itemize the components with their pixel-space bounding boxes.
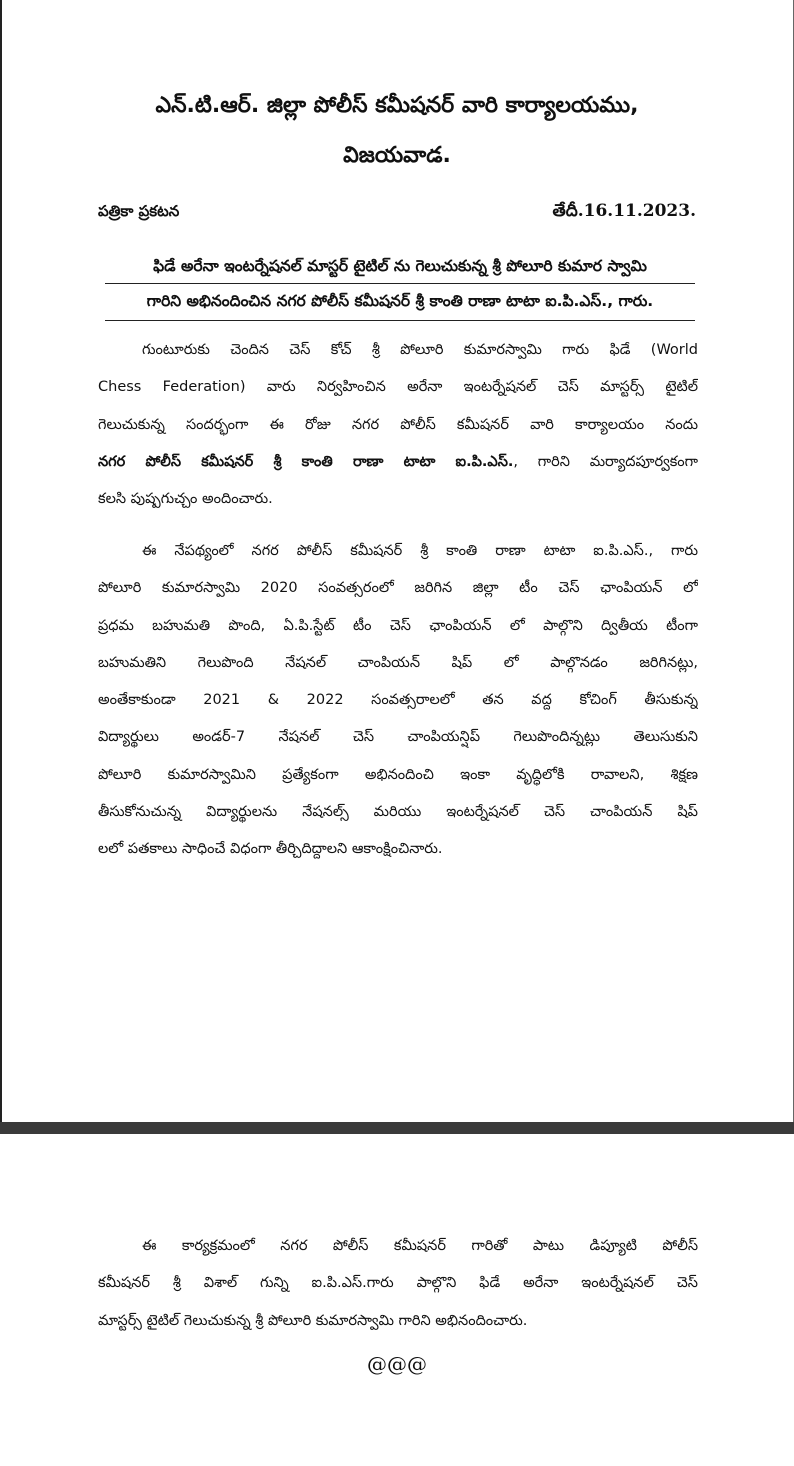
paragraph-2-line: అంతేకాకుండా 2021 & 2022 సంవత్సరాలలో తన వద్ద కోచింగ్ తీసుకున్న: [98, 692, 698, 709]
paragraph-3: [98, 1228, 698, 1340]
paragraph-3-line: మాస్టర్స్ టైటిల్ గెలుచుకున్న శ్రీ పోలూరి కుమారస్వామి గారిని అభినందించారు.: [98, 1312, 528, 1329]
commissioner-name-bold: నగర పోలీస్ కమీషనర్ శ్రీ కాంతి రాణా టాటా ఐ.పి.ఎస్.: [98, 453, 514, 470]
paragraph-2-line: విద్యార్థులు అండర్-7 నేషనల్ చెస్ చాంపియన్షిప్ గెలుపొందిన్నట్లు తెలుసుకుని: [98, 729, 698, 746]
paragraph-1-line: కలసి పుష్పగుచ్చం అందించారు.: [98, 491, 273, 508]
paragraph-2: [98, 533, 698, 869]
subject-underline-2: [105, 320, 695, 321]
paragraph-1-line: [98, 444, 698, 481]
paragraph-2-line: పోలూరి కుమారస్వామి 2020 సంవత్సరంలో జరిగిన జిల్లా టీం చెస్ ఛాంపియన్ లో: [98, 580, 698, 597]
release-date: తేదీ.16.11.2023.: [552, 201, 696, 221]
paragraph-1-line: గెలుచుకున్న సందర్భంగా ఈ రోజు నగర పోలీస్ కమీషనర్ వారి కార్యాలయం నందు: [98, 416, 698, 433]
office-title-line1: ఎన్.టి.ఆర్. జిల్లా పోలీస్ కమీషనర్ వారి కార్యాలయము,: [155, 93, 639, 118]
paragraph-2-line: ఈ నేపథ్యంలో నగర పోలీస్ కమీషనర్ శ్రీ కాంతి రాణా టాటా ఐ.పి.ఎస్., గారు: [142, 543, 698, 559]
paragraph-1-line: గుంటూరుకు చెందిన చెస్ కోచ్ శ్రీ పోలూరి కుమారస్వామి గారు ఫిడే (World: [142, 342, 698, 358]
subject-heading-line2: గారిని అభినందించిన నగర పోలీస్ కమీషనర్ శ్రీ కాంతి రాణా టాటా ఐ.పి.ఎస్., గారు.: [146, 292, 654, 310]
paragraph-1-line: Chess Federation) వారు నిర్వహించిన అరేనా ఇంటర్నేషనల్ చెస్ మాస్టర్స్ టైటిల్: [98, 379, 698, 396]
paragraph-2-line: లలో పతకాలు సాధించే విధంగా తీర్చిదిద్దాలని ఆకాంక్షించినారు.: [98, 841, 443, 858]
paragraph-2-line: తీసుకోనుచున్న విద్యార్థులను నేషనల్స్ మరియు ఇంటర్నేషనల్ చెస్ చాంపియన్ షిప్: [98, 804, 698, 821]
press-release-label: పత్రికా ప్రకటన: [98, 202, 180, 220]
paragraph-1: [98, 332, 698, 518]
paragraph-3-line: కమీషనర్ శ్రీ విశాల్ గున్ని ఐ.పి.ఎస్.గారు పాల్గొని ఫిడే అరేనా ఇంటర్నేషనల్ చెస్: [98, 1275, 698, 1292]
paragraph-2-line: పోలూరి కుమారస్వామిని ప్రత్యేకంగా అభినందించి ఇంకా వృద్ధిలోకి రావాలని, శిక్షణ: [98, 766, 698, 783]
office-title-line2: విజయవాడ.: [343, 143, 451, 168]
page-separator: [0, 1122, 794, 1134]
paragraph-3-line: ఈ కార్యక్రమంలో నగర పోలీస్ కమీషనర్ గారితో పాటు డిప్యూటి పోలీస్: [142, 1238, 698, 1254]
paragraph-2-line: ప్రధమ బహుమతి పొంది, ఏ.పి.స్టేట్ టీం చెస్ ఛాంపియన్ లో పాల్గొని ద్వితీయ టీంగా: [98, 617, 698, 634]
subject-heading-line1: ఫిడే అరేనా ఇంటర్నేషనల్ మాస్టర్ టైటిల్ ను గెలుచుకున్న శ్రీ పోలూరి కుమార స్వామి: [153, 257, 647, 275]
closing-mark: @@@: [367, 1352, 427, 1376]
subject-underline-1: [105, 283, 695, 284]
paragraph-2-line: బహుమతిని గెలుపొంది నేషనల్ చాంపియన్ షిప్ లో పాల్గొనడం జరిగినట్లు,: [98, 654, 698, 671]
paragraph-1-text: , గారిని మర్యాదపూర్వకంగా: [513, 453, 698, 470]
